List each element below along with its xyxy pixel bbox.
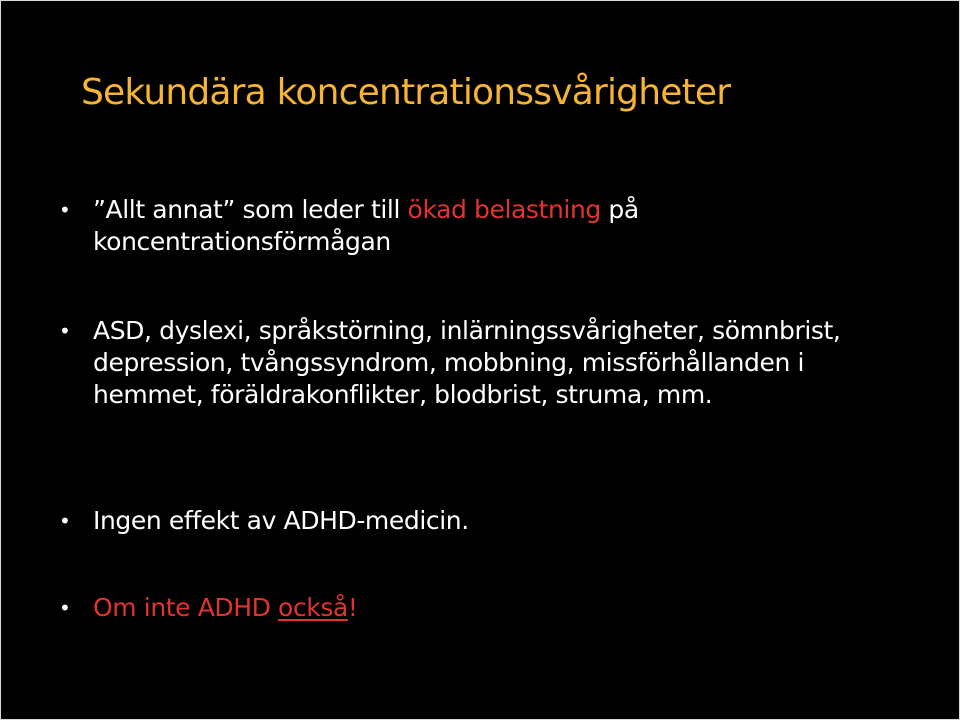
bullet-icon: • [59, 596, 71, 620]
bullet-text: ASD, dyslexi, språkstörning, inlärningssvårigheter, sömnbrist, depression, tvångssyndrom, mobbning, missförhållanden i hemmet, föräldrakonflikter, blodbrist, struma, mm. [93, 316, 841, 409]
underlined-text: också [278, 593, 348, 622]
bullet-icon: • [59, 198, 71, 222]
bullet-item-other-causes [59, 315, 913, 411]
bullet-text: Om inte ADHD [93, 593, 279, 622]
bullet-item-increased-load [59, 194, 913, 258]
slide-title: Sekundära koncentrationssvårigheter [81, 72, 731, 113]
bullet-text: ”Allt annat” som leder till [93, 195, 408, 224]
bullet-item-unless-adhd [59, 592, 913, 624]
highlight-text: ökad belastning [407, 195, 601, 224]
bullet-text: Ingen effekt av ADHD-medicin. [93, 506, 469, 535]
bullet-item-no-medication-effect [59, 505, 913, 537]
bullet-text-continued: ! [347, 593, 358, 622]
bullet-icon: • [59, 319, 71, 343]
bullet-icon: • [59, 509, 71, 533]
bullet-text-continued: på koncentrationsförmågan [93, 195, 639, 256]
